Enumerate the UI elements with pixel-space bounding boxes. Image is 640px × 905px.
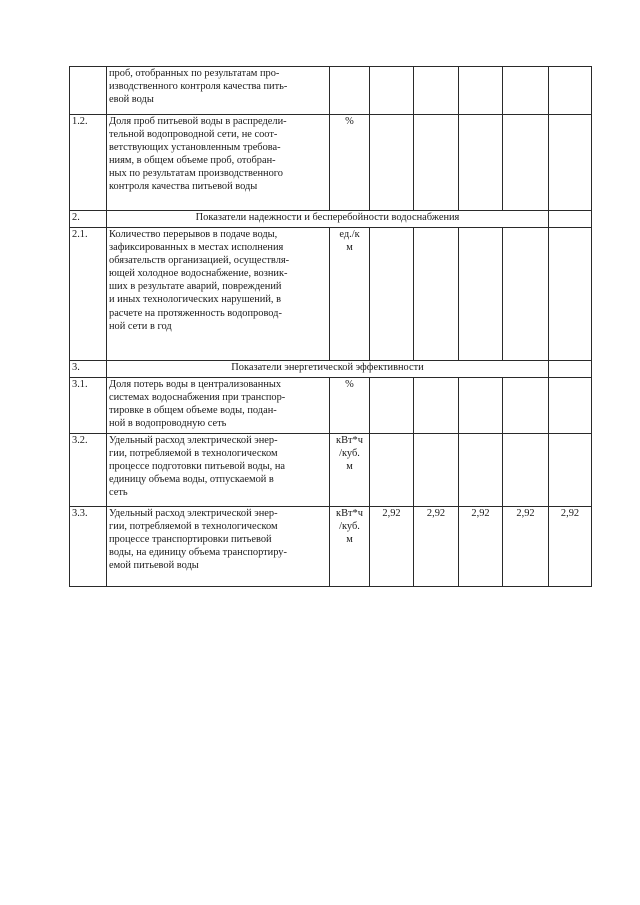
value-cell: 2,92 [459,507,503,587]
unit-line: м [346,242,353,254]
row-number: 2. [70,211,107,228]
description-line: тельной водопроводной сети, не соот- [109,129,278,141]
value-cell [370,434,414,507]
description-line: ной сети в год [109,320,172,332]
description-line: ниям, в общем объеме проб, отобран- [109,155,276,167]
row-number [70,67,107,115]
description-line: емой питьевой воды [109,560,199,572]
table-row [70,434,592,507]
description-line: обязательств организацией, осуществля- [109,255,290,267]
unit-line: /куб. [339,448,360,460]
unit-line: /куб. [339,521,360,533]
unit-cell [330,115,370,211]
value-cell [503,434,549,507]
value-cell [370,67,414,115]
description-line: тировке в общем объеме воды, подан- [109,405,277,417]
unit-line: % [345,116,354,127]
value-cell: 2,92 [549,507,592,587]
table-row [70,67,592,115]
value-cell [459,115,503,211]
description-line: системах водоснабжения при транспор- [109,392,286,404]
description-line: и иных технологических нарушений, в [109,294,282,306]
unit-cell [330,434,370,507]
value-cell [414,115,459,211]
description-line: гии, потребляемой в технологическом [109,521,278,533]
unit-cell [330,507,370,587]
value-cell [549,434,592,507]
indicator-description [107,228,330,361]
table-row [70,507,592,587]
value-cell [549,228,592,361]
row-number: 2.1. [70,228,107,361]
description-line: ющей холодное водоснабжение, возник- [109,268,288,280]
description-line: проб, отобранных по результатам про- [109,68,280,79]
indicators-table [69,66,592,587]
description-line: зафиксированных в местах исполнения [109,242,284,254]
row-number: 3.3. [70,507,107,587]
row-number: 3.2. [70,434,107,507]
value-cell [549,67,592,115]
unit-cell [330,67,370,115]
value-cell [459,67,503,115]
description-line: ветствующих установленным требова- [109,142,281,154]
description-line: Количество перерывов в подаче воды, [109,229,278,240]
unit-line: м [346,461,353,473]
unit-cell [330,228,370,361]
row-number: 3. [70,361,107,378]
unit-cell [330,378,370,434]
description-line: гии, потребляемой в технологическом [109,448,278,460]
description-line: ных по результатам производственного [109,168,283,180]
indicator-description [107,434,330,507]
empty-cell [549,361,592,378]
section-row [70,211,592,228]
indicator-description [107,507,330,587]
table-row [70,228,592,361]
row-number: 1.2. [70,115,107,211]
section-row [70,361,592,378]
value-cell [459,228,503,361]
value-cell: 2,92 [370,507,414,587]
value-cell [370,228,414,361]
description-line: Доля потерь воды в централизованных [109,379,282,390]
description-line: расчете на протяженность водопровод- [109,307,282,319]
description-line: контроля качества питьевой воды [109,181,258,193]
value-cell [549,115,592,211]
indicator-description [107,67,330,115]
description-line: Доля проб питьевой воды в распредели- [109,116,287,127]
value-cell: 2,92 [503,507,549,587]
unit-line: кВт*ч [336,508,363,519]
unit-line: ед./к [339,229,360,240]
description-line: единицу объема воды, отпускаемой в [109,474,274,486]
value-cell [414,67,459,115]
value-cell [459,434,503,507]
value-cell [503,378,549,434]
table-row [70,378,592,434]
value-cell: 2,92 [414,507,459,587]
unit-line: м [346,534,353,546]
unit-line: % [345,379,354,390]
row-number: 3.1. [70,378,107,434]
description-line: изводственного контроля качества пить- [109,81,288,93]
description-line: процессе подготовки питьевой воды, на [109,461,286,473]
section-title: Показатели энергетической эффективности [107,361,549,378]
value-cell [370,115,414,211]
section-title: Показатели надежности и бесперебойности водоснабжения [107,211,549,228]
value-cell [414,228,459,361]
description-line: воды, на единицу объема транспортиру- [109,547,287,559]
value-cell [549,378,592,434]
indicator-description [107,115,330,211]
value-cell [370,378,414,434]
description-line: ших в результате аварий, повреждений [109,281,282,293]
value-cell [459,378,503,434]
value-cell [503,228,549,361]
value-cell [503,67,549,115]
description-line: процессе транспортировки питьевой [109,534,272,546]
value-cell [414,434,459,507]
unit-line: кВт*ч [336,435,363,446]
empty-cell [549,211,592,228]
description-line: Удельный расход электрической энер- [109,435,278,446]
value-cell [503,115,549,211]
description-line: Удельный расход электрической энер- [109,508,278,519]
value-cell [414,378,459,434]
indicator-description [107,378,330,434]
description-line: ной в водопроводную сеть [109,418,227,430]
description-line: евой воды [109,94,154,106]
description-line: сеть [109,487,128,499]
table-row [70,115,592,211]
